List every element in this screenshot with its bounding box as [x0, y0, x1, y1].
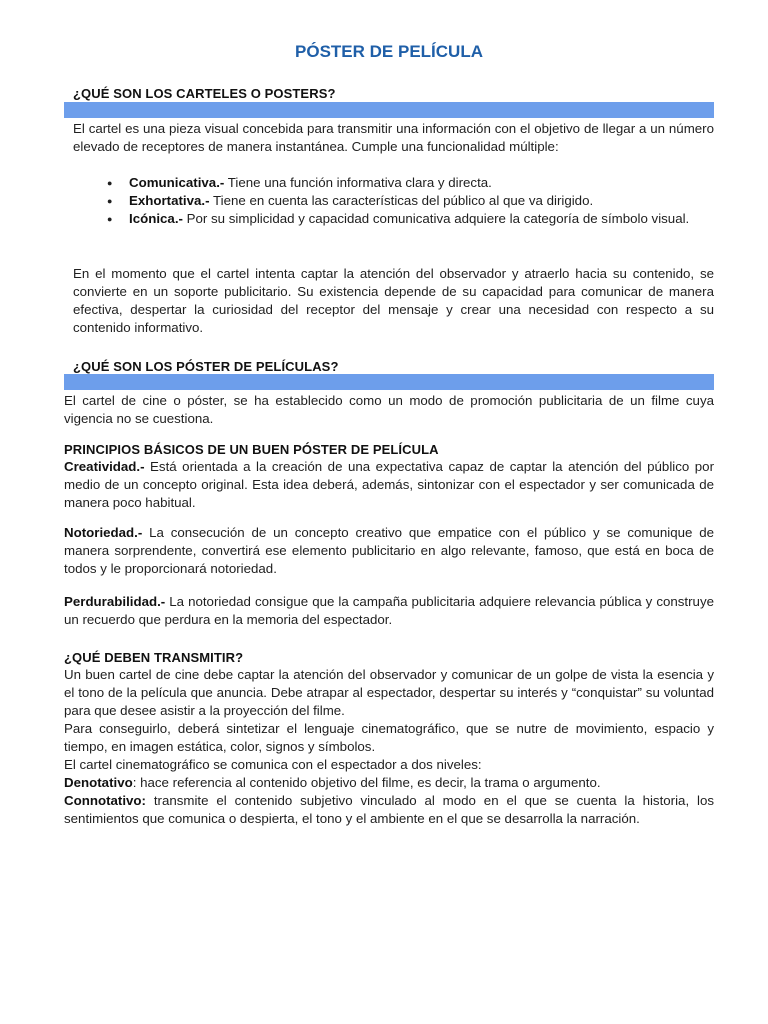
- paragraph-transmitir-1: Un buen cartel de cine debe captar la atención del observador y comunicar de un golpe de vista la esencia y el tono de la película que anuncia. Debe atrapar al espectador, despertar su interés y “conquistar” su voluntad para que desee asistir a la proyección del filme.: [64, 667, 714, 718]
- section-heading-text: ¿QUÉ SON LOS PÓSTER DE PELÍCULAS?: [73, 359, 339, 374]
- bullet-text: Tiene una función informativa clara y directa.: [224, 175, 492, 190]
- bullet-text: Tiene en cuenta las características del público al que va dirigido.: [209, 193, 594, 208]
- bullet-term: Comunicativa.-: [129, 175, 225, 190]
- section-heading-text: ¿QUÉ DEBEN TRANSMITIR?: [64, 650, 244, 665]
- section-bar: [64, 102, 714, 118]
- paragraph-transmitir-2: Para conseguirlo, deberá sintetizar el lenguaje cinematográfico, que se nutre de movimiento, espacio y tiempo, en imagen estática, color, signos y símbolos.: [64, 721, 714, 754]
- paragraph-denotativo: [64, 774, 714, 792]
- term: Notoriedad.-: [64, 525, 143, 540]
- section-bar: [64, 374, 714, 390]
- term: Connotativo:: [64, 793, 146, 808]
- paragraph-intro: El cartel es una pieza visual concebida para transmitir una información con el objetivo de llegar a un número elevado de receptores de manera instantánea. Cumple una funcionalidad múltiple:: [73, 121, 714, 154]
- paragraph-connotativo: [64, 792, 714, 828]
- list-item: [129, 174, 768, 192]
- term-text: : hace referencia al contenido objetivo del filme, es decir, la trama o argumento.: [132, 775, 601, 790]
- term: Denotativo: [64, 775, 133, 790]
- paragraph-transmitir-3: El cartel cinematográfico se comunica con el espectador a dos niveles:: [64, 757, 482, 772]
- paragraph-creatividad: [64, 458, 714, 512]
- section-heading-text: ¿QUÉ SON LOS CARTELES O POSTERS?: [73, 86, 336, 101]
- paragraph-notoriedad: [64, 524, 714, 578]
- section-heading-carteles: [73, 85, 723, 103]
- section-heading-principios: [64, 441, 714, 459]
- bullet-list: [64, 174, 768, 228]
- bullet-term: Icónica.-: [129, 211, 183, 226]
- bullet-term: Exhortativa.-: [129, 193, 210, 208]
- list-item: [129, 210, 768, 228]
- term-text: La notoriedad consigue que la campaña publicitaria adquiere relevancia pública y construye un recuerdo que perdura en la memoria del espectador.: [64, 594, 714, 627]
- bullet-text: Por su simplicidad y capacidad comunicativa adquiere la categoría de símbolo visual.: [182, 211, 690, 226]
- term-text: La consecución de un concepto creativo que empatice con el público y se comunique de manera sorprendente, convertirá ese elemento publicitario en algo relevante, famoso, que está en boca de todos y le proporcionará notoriedad.: [64, 525, 714, 576]
- section-heading-text: PRINCIPIOS BÁSICOS DE UN BUEN PÓSTER DE PELÍCULA: [64, 442, 439, 457]
- paragraph-soporte: En el momento que el cartel intenta captar la atención del observador y atraerlo hacia su contenido, se convierte en un soporte publicitario. Su existencia depende de su capacidad para comunicar de manera efectiva, despertar la curiosidad del receptor del mensaje y crear una necesidad con respecto a su contenido informativo.: [73, 266, 714, 335]
- paragraph-perdurabilidad: [64, 593, 714, 629]
- list-item: [129, 192, 768, 210]
- term-text: Está orientada a la creación de una expectativa capaz de captar la atención del público por medio de un concepto original. Esta idea deberá, además, sintonizar con el espectador y ser comunicada de manera poco habitual.: [64, 459, 714, 510]
- paragraph-poster: El cartel de cine o póster, se ha establecido como un modo de promoción publicitaria de un filme cuya vigencia no se cuestiona.: [64, 393, 714, 426]
- section-heading-transmitir: [64, 649, 714, 667]
- term: Creatividad.-: [64, 459, 145, 474]
- term: Perdurabilidad.-: [64, 594, 166, 609]
- page-title: PÓSTER DE PELÍCULA: [295, 42, 483, 61]
- term-text: transmite el contenido subjetivo vinculado al modo en el que se cuenta la historia, los sentimientos que comunica o despierta, el tono y el ambiente en el que se desarrolla la narración.: [64, 793, 714, 826]
